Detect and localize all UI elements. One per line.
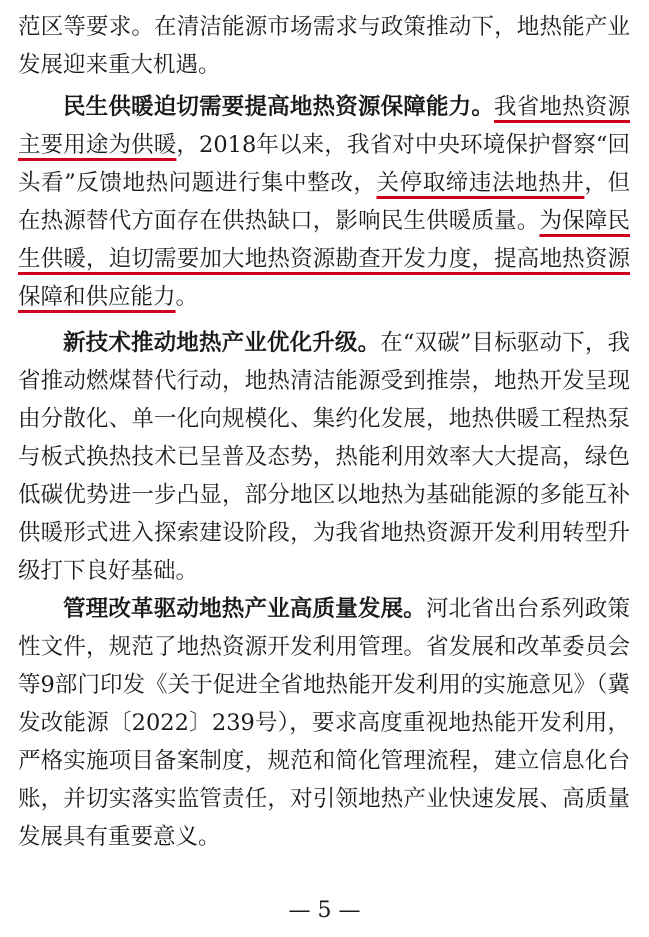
paragraph-text: 。 <box>175 284 199 310</box>
paragraph-management-reform <box>18 590 630 856</box>
paragraph-text: ，但在热源替代方面存在供热缺口，影响民生供暖质量。 <box>18 170 630 234</box>
paragraph-text: 在“双碳”目标驱动下，我省推动燃煤替代行动，地热清洁能源受到推崇，地热开发呈现由分散化、单一化向规模化、集约化发展，地热供暖工程热泵与板式换热技术已呈普及态势，热能利用效率大大提高，绿色低碳优势进一步凸显，部分地区以地热为基础能源的多能互补供暖形式进入探索建设阶段，为我省地热资源开发利用转型升级打下良好基础。 <box>18 330 630 584</box>
paragraph-heading: 新技术推动地热产业优化升级。 <box>63 330 381 356</box>
page-number: — 5 — <box>288 898 361 923</box>
paragraph-new-technology <box>18 324 630 590</box>
paragraph-heading: 管理改革驱动地热产业高质量发展。 <box>63 596 426 622</box>
paragraph-text: ，2018年以来，我省对中央环境保护督察“回头看”反馈地热问题进行集中整改， <box>18 132 630 196</box>
paragraph-text: 范区等要求。在清洁能源市场需求与政策推动下，地热能产业发展迎来重大机遇。 <box>18 14 630 78</box>
underlined-text: 为保障民生供暖，迫切需要加大地热资源勘查开发力度，提高地热资源保障和供应能力 <box>18 208 630 310</box>
paragraph-livelihood-heating <box>18 88 630 316</box>
paragraph-text: 河北省出台系列政策性文件，规范了地热资源开发利用管理。省发展和改革委员会等9部门印发《关于促进全省地热能开发利用的实施意见》（冀发改能源〔2022〕239号），要求高度重视地热能开发利用，严格实施项目备案制度，规范和简化管理流程，建立信息化台账，并切实落实监管责任，对引领地热产业快速发展、高质量发展具有重要意义。 <box>18 596 630 850</box>
paragraph-heading: 民生供暖迫切需要提高地热资源保障能力。 <box>63 94 495 120</box>
underlined-text: 关停取缔违法地热井 <box>376 170 585 196</box>
paragraph-intro-continued <box>18 8 630 84</box>
underlined-text: 我省地热资源主要用途为供暖 <box>18 94 630 158</box>
